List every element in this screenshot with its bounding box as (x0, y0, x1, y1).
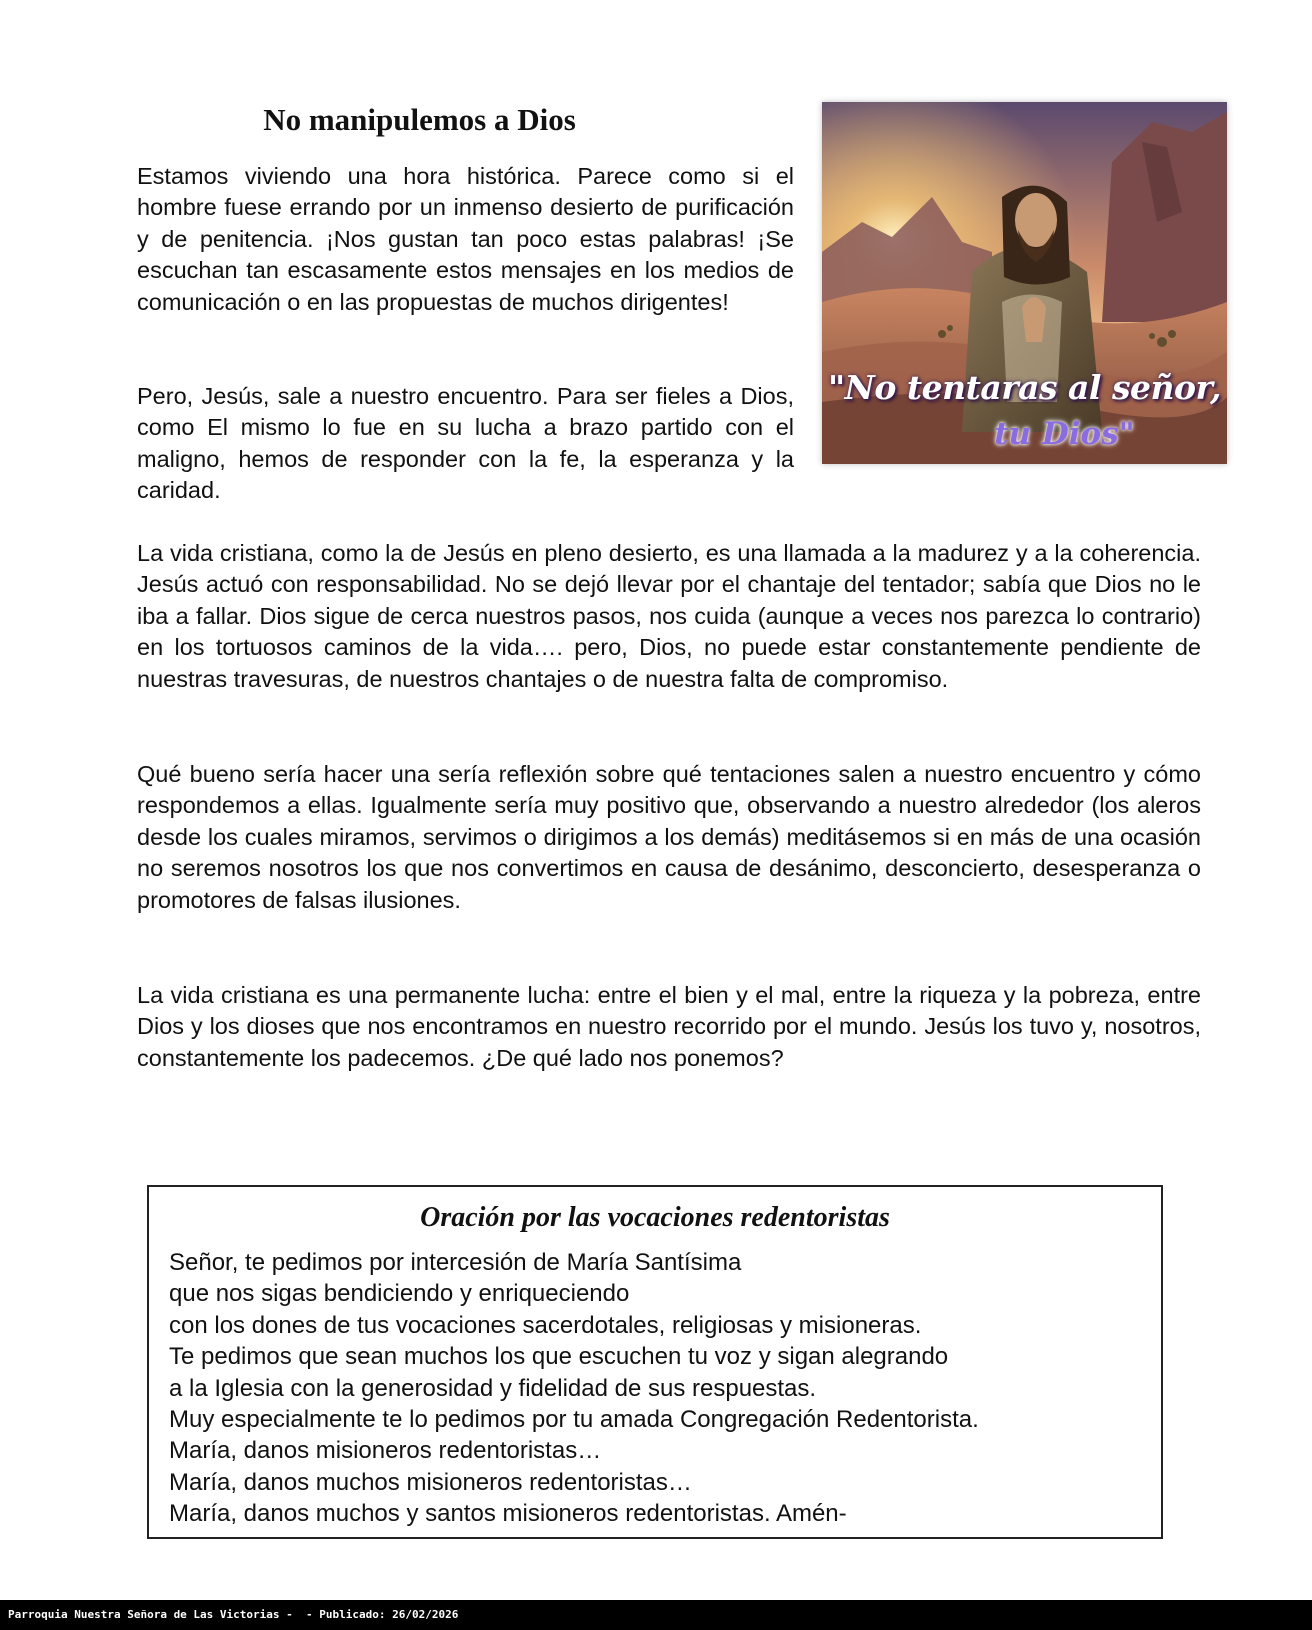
prayer-line: a la Iglesia con la generosidad y fidelidad de sus respuestas. (169, 1374, 817, 1402)
prayer-line: Señor, te pedimos por intercesión de María Santísima (169, 1249, 742, 1276)
article-title: No manipulemos a Dios (263, 102, 576, 137)
desert-scene-graphic (822, 102, 1227, 464)
prayer-line: María, danos muchos misioneros redentoristas… (169, 1468, 692, 1496)
prayer-line: Muy especialmente te lo pedimos por tu amada Congregación Redentorista. (169, 1406, 979, 1434)
article-paragraph-5: La vida cristiana es una permanente lucha: entre el bien y el mal, entre la riqueza y la pobreza, entre Dios y los dioses que nos encontramos en nuestro recorrido por el mundo. Jesús los tuvo y, nosotros, constantemente los padecemos. ¿De qué lado nos ponemos? (137, 982, 1201, 1071)
prayer-line: Te pedimos que sean muchos los que escuchen tu voz y sigan alegrando (169, 1343, 949, 1371)
article-paragraph-3: La vida cristiana, como la de Jesús en pleno desierto, es una llamada a la madurez y a la coherencia. Jesús actuó con responsabilidad. No se dejó llevar por el chantaje del tentador; sabía que Dios no le iba a fallar. Dios sigue de cerca nuestros pasos, nos cuida (aunque a veces nos parezca lo contrario) en los tortuosos caminos de la vida…. pero, Dios, no puede estar constantemente pendiente de nuestras travesuras, de nuestros chantajes o de nuestra falta de compromiso. (137, 540, 1201, 692)
footer-bar: Parroquia Nuestra Señora de Las Victorias - - Publicado: 26/02/2026 (0, 1600, 1312, 1630)
prayer-box (147, 1185, 1163, 1539)
article-paragraph-1: Estamos viviendo una hora histórica. Parece como si el hombre fuese errando por un inmenso desierto de purificación y de penitencia. ¡Nos gustan tan poco estas palabras! ¡Se escuchan tan escasamente estos mensajes en los medios de comunicación o en las propuestas de muchos dirigentes! (137, 163, 794, 315)
prayer-line: con los dones de tus vocaciones sacerdotales, religiosas y misioneras. (169, 1311, 922, 1339)
image-caption-line-2: tu Dios" (994, 416, 1135, 452)
prayer-line: que nos sigas bendiciendo y enriqueciendo (169, 1280, 630, 1308)
prayer-title: Oración por las vocaciones redentoristas (420, 1202, 890, 1233)
article-paragraph-4: Qué bueno sería hacer una sería reflexión sobre qué tentaciones salen a nuestro encuentro y cómo respondemos a ellas. Igualmente sería muy positivo que, observando a nuestro alrededor (los aleros desde los cuales miramos, servimos o dirigimos a los demás) meditásemos si en más de una ocasión no seremos nosotros los que nos convertimos en causa de desánimo, desconcierto, desesperanza o promotores de falsas ilusiones. (137, 761, 1201, 913)
jesus-desert-illustration (822, 102, 1227, 464)
prayer-text (169, 1247, 979, 1530)
article-paragraph-2: Pero, Jesús, sale a nuestro encuentro. Para ser fieles a Dios, como El mismo lo fue en su lucha a brazo partido con el maligno, hemos de responder con la fe, la esperanza y la caridad. (137, 383, 794, 504)
prayer-line: María, danos muchos y santos misioneros redentoristas. Amén- (169, 1500, 847, 1528)
image-caption-line-1: "No tentaras al señor, (827, 368, 1221, 407)
prayer-line: María, danos misioneros redentoristas… (169, 1437, 602, 1465)
